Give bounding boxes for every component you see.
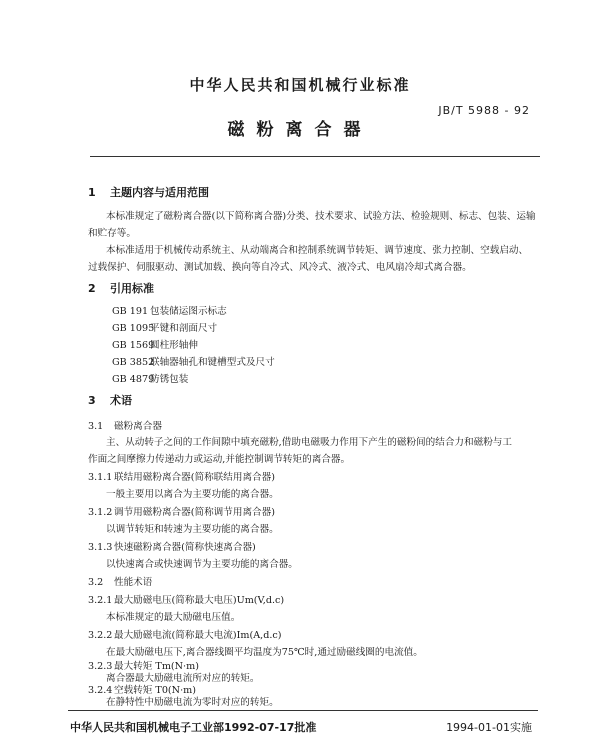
term-title: 快速磁粉离合器(简称快速离合器) — [114, 542, 256, 553]
paragraph-line: 本标准适用于机械传动系统主、从动端离合和控制系统调节转矩、调节速度、张力控制、空载启动、 — [106, 245, 529, 256]
paragraph-line: 在最大励磁电压下,离合器线圈平均温度为75℃时,通过励磁线圈的电流值。 — [106, 647, 423, 658]
title-divider — [90, 156, 540, 157]
reference-title: 防锈包装 — [150, 374, 189, 385]
section-number: 3 — [88, 394, 96, 407]
paragraph-line: 和贮存等。 — [88, 228, 136, 239]
paragraph-line: 作面之间摩擦力传递动力或运动,并能控制调节转矩的离合器。 — [88, 454, 351, 465]
term-title: 空载转矩 T0(N·m) — [114, 685, 196, 696]
term-heading — [88, 504, 275, 518]
section-title: 引用标准 — [110, 282, 154, 295]
section-title: 主题内容与适用范围 — [110, 186, 209, 199]
paragraph-line: 在静特性中励磁电流为零时对应的转矩。 — [106, 697, 279, 708]
reference-item — [112, 354, 275, 368]
footer-divider — [68, 710, 538, 711]
reference-item — [112, 337, 198, 351]
standard-number: JB/T 5988 - 92 — [438, 104, 530, 117]
term-number: 3.1 — [88, 421, 104, 432]
paragraph-line: 以快速离合或快速调节为主要功能的离合器。 — [106, 559, 298, 570]
term-title: 磁粉离合器 — [114, 421, 162, 432]
paragraph-line: 以调节转矩和转速为主要功能的离合器。 — [106, 524, 279, 535]
term-heading — [88, 418, 162, 432]
term-number: 3.2 — [88, 577, 104, 588]
reference-code: GB 3852 — [112, 357, 155, 368]
effective-date: 1994-01-01实施 — [446, 721, 532, 734]
term-title: 调节用磁粉离合器(简称调节用离合器) — [114, 507, 275, 518]
term-title: 最大转矩 Tm(N·m) — [114, 661, 199, 672]
reference-code: GB 191 — [112, 306, 149, 317]
reference-item — [112, 320, 217, 334]
term-heading — [88, 592, 284, 606]
paragraph-line: 主、从动转子之间的工作间隙中填充磁粉,借助电磁吸力作用下产生的磁粉间的结合力和磁粉与工 — [106, 437, 512, 448]
reference-code: GB 1569 — [112, 340, 155, 351]
standard-category-title: 中华人民共和国机械行业标准 — [189, 76, 411, 94]
section-title: 术语 — [110, 394, 132, 407]
term-title: 联结用磁粉离合器(简称联结用离合器) — [114, 472, 275, 483]
paragraph-line: 离合器最大励磁电流所对应的转矩。 — [106, 673, 260, 684]
document-title: 磁粉离合器 — [227, 120, 373, 140]
reference-title: 联轴器轴孔和键槽型式及尺寸 — [150, 357, 275, 368]
paragraph-line: 一般主要用以离合为主要功能的离合器。 — [106, 489, 279, 500]
term-number: 3.2.3 — [88, 661, 113, 672]
paragraph-line: 过载保护、伺服驱动、测试加载、换向等自冷式、风冷式、液冷式、电风扇冷却式离合器。 — [88, 262, 472, 273]
reference-item — [112, 371, 188, 385]
reference-title: 包装储运图示标志 — [150, 306, 227, 317]
term-number: 3.1.3 — [88, 542, 113, 553]
term-heading — [88, 627, 282, 641]
reference-item — [112, 303, 227, 317]
section-2-heading — [88, 280, 154, 296]
section-number: 1 — [88, 186, 96, 199]
reference-code: GB 1095 — [112, 323, 155, 334]
term-title: 最大励磁电压(简称最大电压)Um(V,d.c) — [114, 595, 285, 606]
term-number: 3.2.1 — [88, 595, 113, 606]
reference-code: GB 4879 — [112, 374, 155, 385]
term-number: 3.2.4 — [88, 685, 113, 696]
section-1-heading — [88, 184, 209, 200]
term-heading — [88, 539, 256, 553]
term-heading — [88, 469, 275, 483]
paragraph-line: 本标准规定了磁粉离合器(以下简称离合器)分类、技术要求、试验方法、检验规则、标志、包装、运输 — [106, 211, 536, 222]
approval-line: 中华人民共和国机械电子工业部1992-07-17批准 — [70, 721, 317, 734]
reference-title: 平键和剖面尺寸 — [150, 323, 218, 334]
term-number: 3.1.1 — [88, 472, 113, 483]
section-3-heading — [88, 392, 132, 408]
term-heading — [88, 574, 152, 588]
section-number: 2 — [88, 282, 96, 295]
reference-title: 圆柱形轴伸 — [150, 340, 198, 351]
term-title: 性能术语 — [114, 577, 153, 588]
term-number: 3.1.2 — [88, 507, 113, 518]
term-number: 3.2.2 — [88, 630, 113, 641]
paragraph-line: 本标准规定的最大励磁电压值。 — [106, 612, 241, 623]
term-title: 最大励磁电流(简称最大电流)Im(A,d.c) — [114, 630, 282, 641]
